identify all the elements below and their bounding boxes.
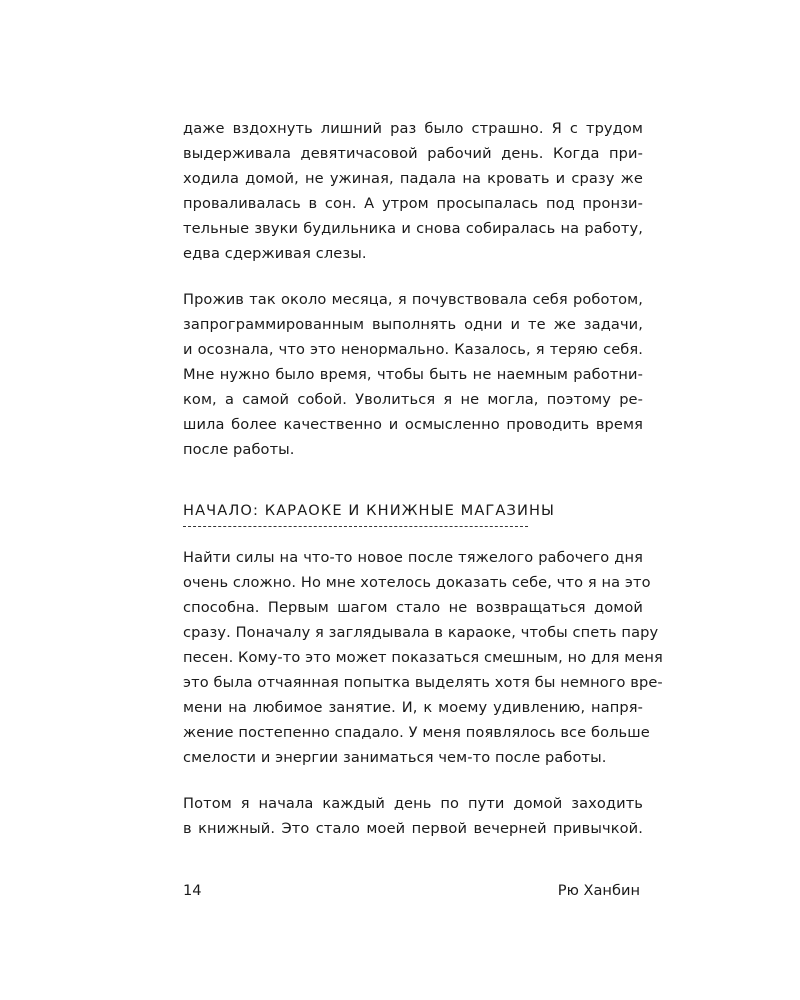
text-line: и осознала, что это ненормально. Казалось, я теряю себя.	[183, 341, 643, 358]
text-line: жение постепенно спадало. У меня появлялось все больше	[183, 724, 650, 741]
text-line: Мне нужно было время, чтобы быть не наемным работни-	[183, 366, 643, 383]
section-heading: НАЧАЛО: КАРАОКЕ И КНИЖНЫЕ МАГАЗИНЫ	[183, 502, 556, 519]
paragraph-text	[183, 116, 643, 266]
text-line: Потом я начала каждый день по пути домой заходить	[183, 795, 643, 812]
text-line: ком, а самой собой. Уволиться я не могла, поэтому ре-	[183, 391, 643, 408]
text-line: шила более качественно и осмысленно проводить время	[183, 416, 643, 433]
paragraph-text	[183, 545, 663, 770]
paragraph-3	[183, 545, 663, 770]
text-line: проваливалась в сон. А утром просыпалась под пронзи-	[183, 195, 643, 212]
text-line: запрограммированным выполнять одни и те же задачи,	[183, 316, 643, 333]
text-line: Прожив так около месяца, я почувствовала себя роботом,	[183, 291, 643, 308]
text-line: выдерживала девятичасовой рабочий день. Когда при-	[183, 145, 643, 162]
text-line: песен. Кому-то это может показаться смешным, но для меня	[183, 649, 663, 666]
text-line: тельные звуки будильника и снова собиралась на работу,	[183, 220, 643, 237]
heading-dashed-rule	[183, 526, 528, 527]
text-line: Найти силы на что-то новое после тяжелого рабочего дня	[183, 549, 643, 566]
paragraph-2	[183, 287, 643, 462]
paragraph-1	[183, 116, 643, 266]
text-line: смелости и энергии заниматься чем-то после работы.	[183, 749, 607, 766]
text-line: способна. Первым шагом стало не возвращаться домой	[183, 599, 643, 616]
text-line: сразу. Поначалу я заглядывала в караоке, чтобы спеть пару	[183, 624, 659, 641]
text-line: мени на любимое занятие. И, к моему удивлению, напря-	[183, 699, 643, 716]
text-line: едва сдерживая слезы.	[183, 245, 367, 262]
text-line: после работы.	[183, 441, 295, 458]
text-line: ходила домой, не ужиная, падала на кровать и сразу же	[183, 170, 643, 187]
paragraph-text	[183, 287, 643, 462]
text-line: в книжный. Это стало моей первой вечерней привычкой.	[183, 820, 643, 837]
running-author: Рю Ханбин	[557, 882, 640, 899]
page-number: 14	[183, 882, 202, 899]
paragraph-text	[183, 791, 643, 841]
text-line: это была отчаянная попытка выделять хотя бы немного вре-	[183, 674, 663, 691]
paragraph-4	[183, 791, 643, 841]
text-line: очень сложно. Но мне хотелось доказать себе, что я на это	[183, 574, 651, 591]
text-line: даже вздохнуть лишний раз было страшно. Я с трудом	[183, 120, 643, 137]
